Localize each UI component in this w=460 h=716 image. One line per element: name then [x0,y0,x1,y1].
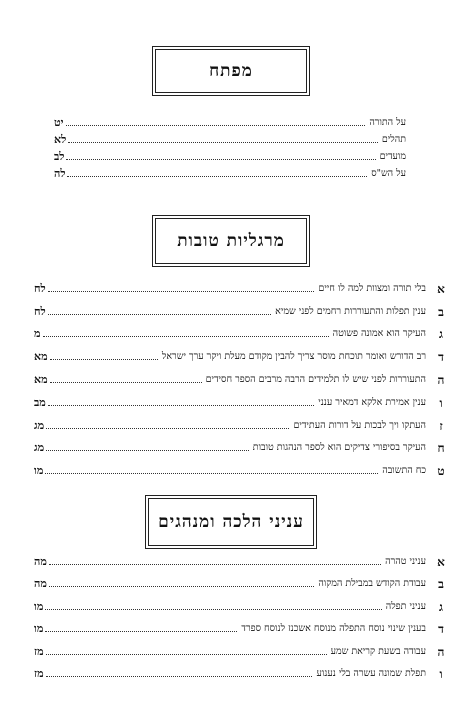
index-row[interactable]: על הש"ס לה [54,167,406,180]
margaliyot-heading-box [155,218,307,264]
index-heading: מפתח [209,61,253,81]
halacha-row[interactable]: ד בענין שינוי נוסח התפלה מנוסח אשכנז לנוסח ספרד מו [34,622,444,636]
index-row[interactable]: תהלים לא [54,133,406,146]
margaliyot-row[interactable]: ח העיקר בסיפורי צדיקים הוא לספר הנהגות טובות מג [34,441,445,456]
index-list [54,112,406,180]
margaliyot-list [34,272,445,479]
halacha-heading: עניני הלכה ומנהגים [158,512,304,532]
margaliyot-row[interactable]: ב ענין תפלות והתעוררות רחמים לפני שמיא לח [34,304,444,319]
margaliyot-row[interactable]: ג העיקר הוא אמונה פשוטה מ [34,327,443,342]
margaliyot-row[interactable]: ז העתקו ויך לבכות על דורות העתידים מג [34,418,443,433]
halacha-row[interactable]: ב עבודת הקודש במבילת המקוה מה [34,577,444,591]
index-row[interactable]: על התורה יט [54,116,406,129]
margaliyot-row[interactable]: ט כח התשובה מו [34,464,445,479]
halacha-row[interactable]: א עניני טהרה מה [34,554,445,569]
halacha-row[interactable]: ו תפלת שמונה עשרה בלי נענוע מז [34,667,443,681]
margaliyot-row[interactable]: ו ענין אמירת אלקא דמאיר ענני מב [34,395,443,410]
index-heading-box [155,49,307,93]
halacha-heading-box [148,498,314,546]
halacha-list [34,545,445,681]
margaliyot-row[interactable]: ד רב הדורש ואומר תוכחת מוסר צריך להבין מקודם מעלת ויקר ערך ישראל מא [34,350,444,365]
halacha-row[interactable]: ה עבודה בשעת קריאת שמע מז [34,644,445,659]
margaliyot-row[interactable]: ה התעוררות לפני שיש לו תלמידים הרבה מרבים הספר חסידים מא [34,372,445,387]
index-row[interactable]: מועדים לב [54,150,406,163]
margaliyot-row[interactable]: א בלי תורה ומצוות למה לו חיים לח [34,281,445,296]
halacha-row[interactable]: ג עניני תפלה מו [34,599,443,614]
margaliyot-heading: מרגליות טובות [177,231,285,251]
